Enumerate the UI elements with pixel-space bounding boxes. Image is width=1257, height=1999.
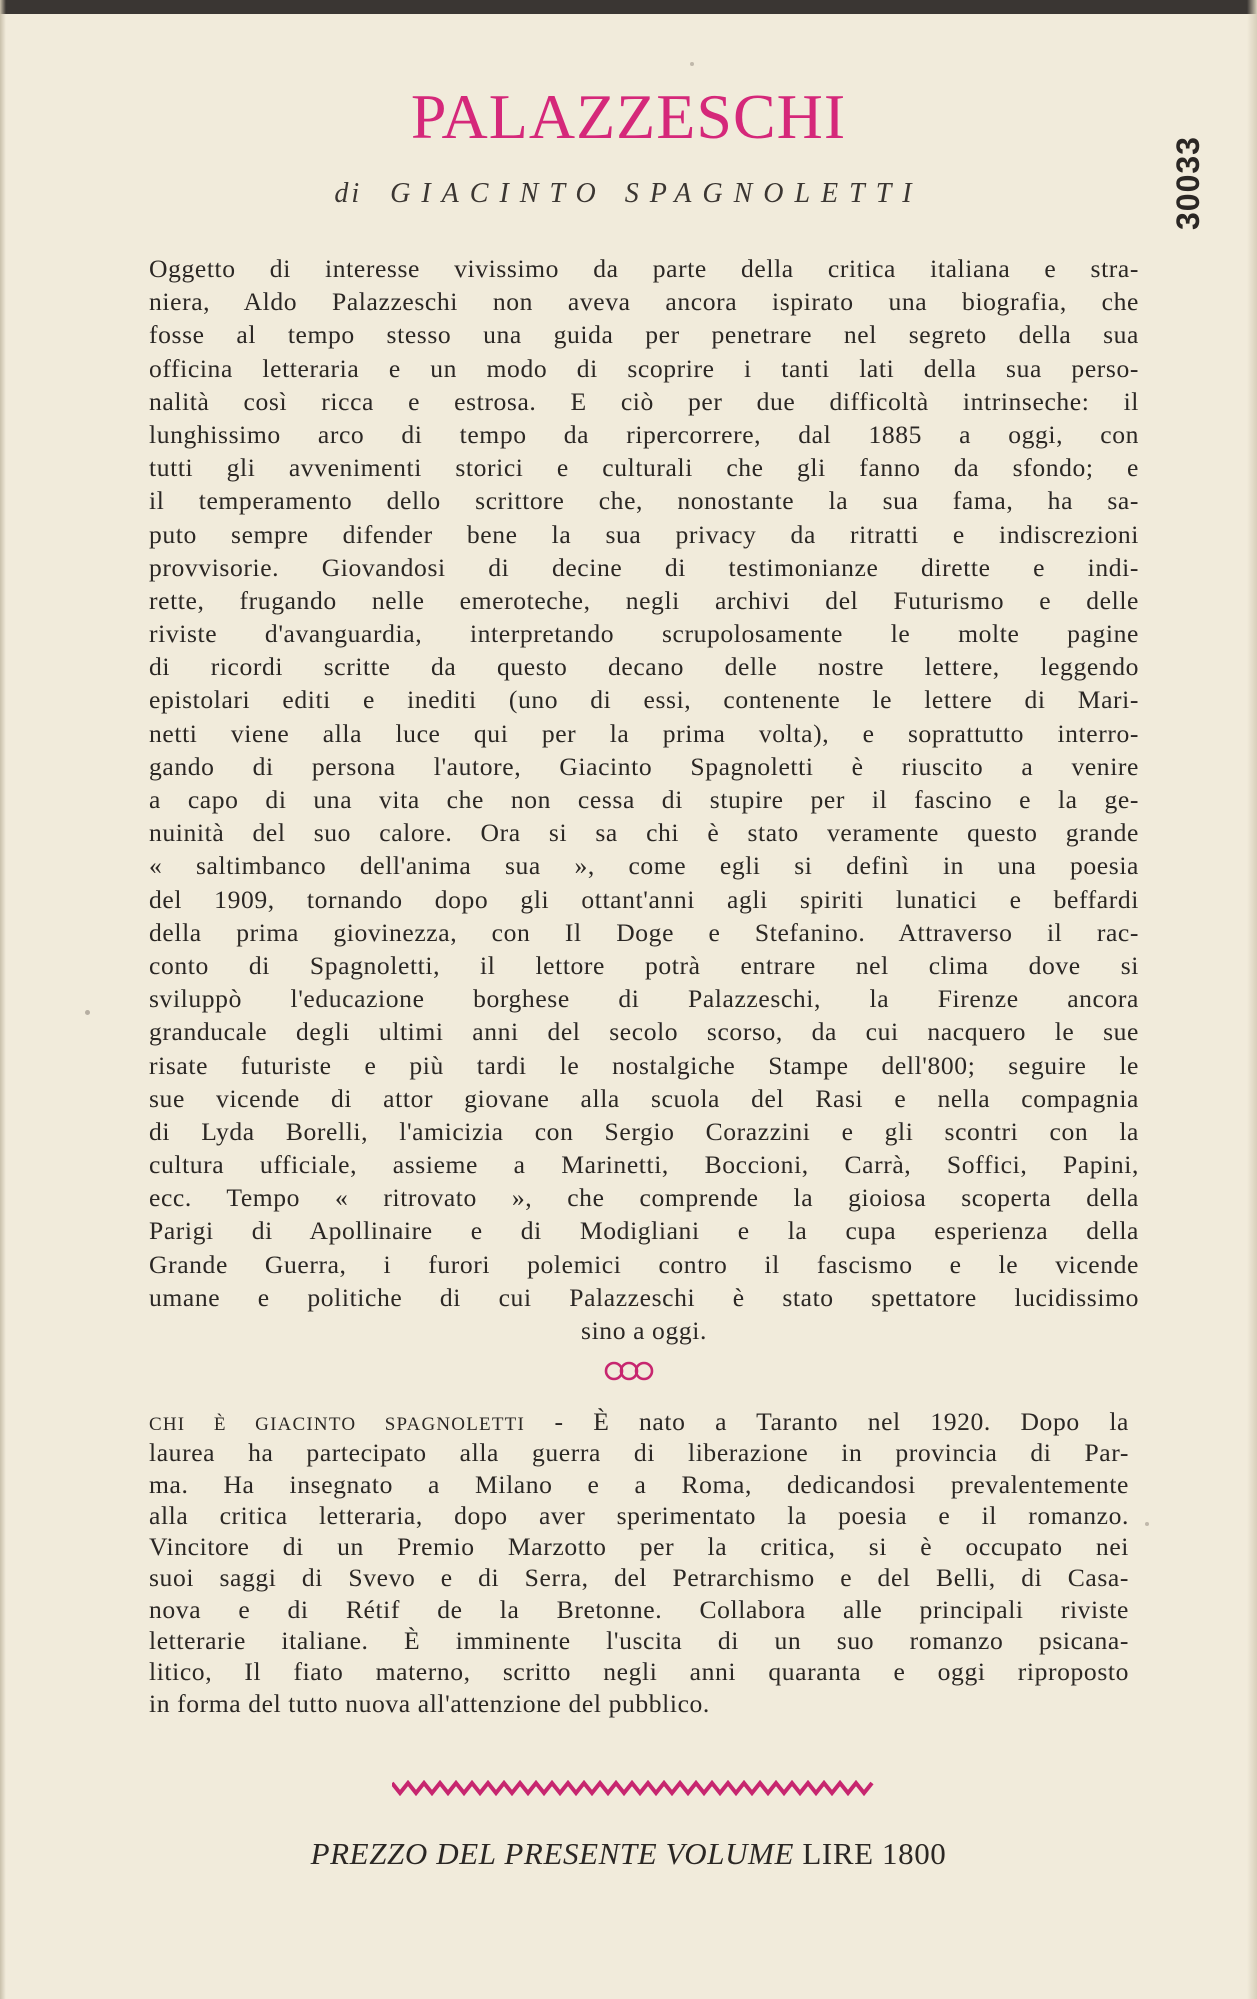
bio-line [149, 1406, 1129, 1437]
blurb-line: risate futuriste e più tardi le nostalgiche Stampe dell'800; seguire le [149, 1050, 1139, 1080]
bio-line: litico, Il fiato materno, scritto negli anni quaranta e oggi riproposto [149, 1657, 1129, 1687]
blurb-line: rette, frugando nelle emeroteche, negli archivi del Futurismo e delle [149, 585, 1139, 615]
cover-right-shadow [1247, 0, 1257, 1999]
author-name: GIACINTO SPAGNOLETTI [390, 178, 923, 209]
blurb-line: Oggetto di interesse vivissimo da parte della critica italiana e stra- [149, 254, 1139, 283]
price-line [0, 1836, 1257, 1872]
cover-left-shadow [0, 0, 6, 1999]
blurb-line: gando di persona l'autore, Giacinto Spagnoletti è riuscito a venire [149, 751, 1139, 781]
bio-heading: CHI È GIACINTO SPAGNOLETTI [149, 1414, 525, 1435]
blurb-line: cultura ufficiale, assieme a Marinetti, Boccioni, Carrà, Soffici, Papini, [149, 1150, 1139, 1180]
blurb-line: conto di Spagnoletti, il lettore potrà entrare nel clima dove si [149, 950, 1139, 980]
blurb-line: netti viene alla luce qui per la prima volta), e soprattutto interro- [149, 718, 1139, 748]
bio-line: alla critica letteraria, dopo aver sperimentato la poesia e il romanzo. [149, 1500, 1129, 1530]
blurb-line: di Lyda Borelli, l'amicizia con Sergio Corazzini e gli scontri con la [149, 1116, 1139, 1146]
bio-line: Vincitore di un Premio Marzotto per la critica, si è occupato nei [149, 1532, 1129, 1562]
zigzag-divider-icon [392, 1780, 877, 1796]
blurb-line: umane e politiche di cui Palazzeschi è stato spettatore lucidissimo [149, 1282, 1139, 1312]
blurb-line: della prima giovinezza, con Il Doge e Stefanino. Attraverso il rac- [149, 917, 1139, 947]
blurb-line: sviluppò l'educazione borghese di Palazzeschi, la Firenze ancora [149, 984, 1139, 1014]
blurb-line: del 1909, tornando dopo gli ottant'anni agli spiriti lunatici e beffardi [149, 884, 1139, 914]
book-title: PALAZZESCHI [410, 81, 847, 152]
author-bio [149, 1406, 1129, 1719]
blurb-line: Grande Guerra, i furori polemici contro il fascismo e le vicende [149, 1249, 1139, 1279]
blurb-line: tutti gli avvenimenti storici e culturali che gli fanno da sfondo; e [149, 453, 1139, 483]
blurb-line: puto sempre difender bene la sua privacy da ritratti e indiscrezioni [149, 519, 1139, 549]
paper-speck [690, 62, 694, 66]
cover-top-edge [0, 0, 1257, 14]
blurb-line: sino a oggi. [581, 1316, 707, 1345]
bio-line: in forma del tutto nuova all'attenzione del pubblico. [149, 1688, 710, 1718]
blurb-line: ecc. Tempo « ritrovato », che comprende la gioiosa scoperta della [149, 1183, 1139, 1213]
paper-speck [85, 1010, 90, 1015]
author-byline [0, 178, 1257, 210]
catalog-number: 30033 [1170, 136, 1206, 230]
blurb-line: provvisorie. Giovandosi di decine di testimonianze dirette e indi- [149, 552, 1139, 582]
blurb-line: nalità così ricca e estrosa. E ciò per due difficoltà intrinseche: il [149, 386, 1139, 416]
blurb-line: « saltimbanco dell'anima sua », come egli si definì in una poesia [149, 851, 1139, 881]
blurb-line: granducale degli ultimi anni del secolo scorso, da cui nacquero le sue [149, 1017, 1139, 1047]
blurb-line: Parigi di Apollinaire e di Modigliani e la cupa esperienza della [149, 1216, 1139, 1246]
blurb-line: officina letteraria e un modo di scoprire i tanti lati della sua perso- [149, 353, 1139, 383]
blurb-line: il temperamento dello scrittore che, nonostante la sua fama, ha sa- [149, 486, 1139, 516]
blurb-line: riviste d'avanguardia, interpretando scrupolosamente le molte pagine [149, 619, 1139, 649]
blurb-line: lunghissimo arco di tempo da ripercorrere, dal 1885 a oggi, con [149, 419, 1139, 449]
bio-line: nova e di Rétif de la Bretonne. Collabora alle principali riviste [149, 1594, 1129, 1624]
bio-line: laurea ha partecipato alla guerra di liberazione in provincia di Par- [149, 1438, 1129, 1468]
price-amount: LIRE 1800 [802, 1836, 947, 1871]
bio-line-text: - È nato a Taranto nel 1920. Dopo la [524, 1407, 1129, 1436]
bio-line: letterarie italiane. È imminente l'uscita di un suo romanzo psicana- [149, 1626, 1129, 1656]
blurb-line: a capo di una vita che non cessa di stupire per il fascino e la ge- [149, 785, 1139, 814]
byline-prefix: di [334, 178, 363, 209]
blurb-line: epistolari editi e inediti (uno di essi, contenente le lettere di Mari- [149, 685, 1139, 715]
blurb-line: nuinità del suo calore. Ora si sa chi è stato veramente questo grande [149, 818, 1139, 848]
bio-line: ma. Ha insegnato a Milano e a Roma, dedicandosi prevalentemente [149, 1469, 1129, 1499]
blurb-line: niera, Aldo Palazzeschi non aveva ancora ispirato una biografia, che [149, 287, 1139, 317]
price-label: PREZZO DEL PRESENTE VOLUME [310, 1836, 795, 1871]
blurb-text [149, 252, 1139, 1347]
blurb-line: sue vicende di attor giovane alla scuola del Rasi e nella compagnia [149, 1083, 1139, 1113]
paper-speck [1145, 1522, 1149, 1526]
bio-line: suoi saggi di Svevo e di Serra, del Petrarchismo e del Belli, di Casa- [149, 1563, 1129, 1593]
blurb-line: di ricordi scritte da questo decano delle nostre lettere, leggendo [149, 652, 1139, 682]
ornament-divider [0, 1358, 1257, 1391]
knot-ornament-icon [599, 1358, 659, 1384]
blurb-line: fosse al tempo stesso una guida per penetrare nel segreto della sua [149, 320, 1139, 350]
